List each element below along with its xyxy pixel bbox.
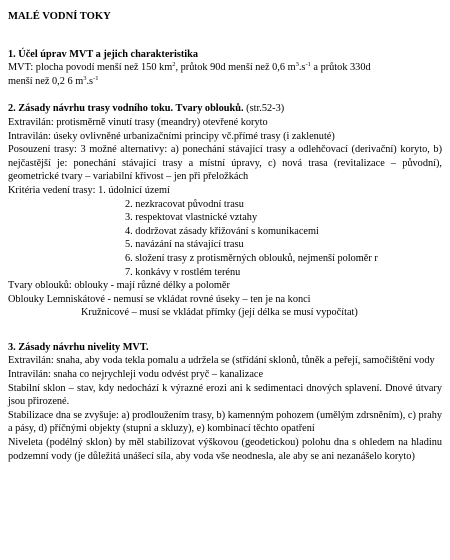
section-3-intravilan: Intravilán: snaha co nejrychleji vodu odvést pryč – kanalizace (8, 369, 264, 381)
section-1-definition-cont: menší než 0,2 6 $m^3.s^{-1}$ (8, 74, 99, 87)
section-2-tvary: Tvary oblouků: oblouky - mají různé délky a poloměr (8, 280, 230, 292)
section-3-stabilni-sklon: Stabilní sklon – stav, kdy nedochází k výrazné erozi ani k sedimentaci dnových splavení. Dnové útvary jsou přirozené. (8, 382, 442, 408)
document-title: MALÉ VODNÍ TOKY (8, 11, 111, 22)
criteria-item: 4. dodržovat zásady křižování s komunikacemi (125, 225, 319, 237)
criteria-item: 2. nezkracovat původní trasu (125, 198, 244, 210)
section-3-stabilizace: Stabilizace dna se zvyšuje: a) prodloužením trasy, b) kamenným pohozem (umělým zdrsněním), c) prahy a pásy, d) příčnými objekty (stupni a skluzy), e) kombinací těchto opatření (8, 409, 442, 435)
section-1-heading: 1. Účel úprav MVT a jejich charakteristika (8, 48, 198, 60)
section-2-kruznice: Kružnicové – musí se vkládat přímky (její délka se musí vypočítat) (81, 307, 358, 319)
section-2-lemniskaty: Oblouky Lemniskátové - nemusí se vkládat rovné úseky – ten je na konci (8, 293, 311, 305)
section-3-extravilan: Extravilán: snaha, aby voda tekla pomalu a udržela se (střídání sklonů, tůněk a peřejí, samočištění vody (8, 355, 435, 367)
section-2-intravilan: Intravilán: úseky ovlivněné urbanizačními principy vč.přímé trasy (i zaklenuté) (8, 130, 335, 142)
criteria-item: 3. respektovat vlastnické vztahy (125, 212, 258, 224)
section-3-niveleta: Niveleta (podélný sklon) by měl stabilizovat výškovou (geodetickou) polohu dna s ohledem na hladinu podzemní vody (je důležitá unášecí síla, aby voda vše neodnesla, ale aby se ani nezanášelo koryto) (8, 437, 442, 462)
section-2-posouzeni: Posouzení trasy: 3 možné alternativy: a) ponechání stávající trasy a odlehčovací (derivační) koryto, b) nejčastější je: ponechání stávající trasy a místní úpravy, c) nová trasa (revitalizace – původní), geometrické tvary – variabilní křivost – jen při přeložkách (8, 144, 442, 183)
criteria-item: 6. složení trasy z protisměrných oblouků, nejmenší poloměr r (125, 252, 378, 264)
section-2-heading: 2. Zásady návrhu trasy vodního toku. Tvary oblouků. (str.52-3) (8, 103, 285, 115)
section-3-heading: 3. Zásady návrhu nivelity MVT. (8, 341, 149, 353)
criteria-item: Kritéria vedení trasy: 1. údolnicí území (8, 184, 170, 196)
section-2-extravilan: Extravilán: protisměrně vinutí trasy (meandry) otevřené koryto (8, 116, 268, 128)
section-1-definition: MVT: plocha povodí menší než 150 $km^2$, průtok 90d menší než 0,6 $m^3.s^{-1}$ a průtok 330d (8, 61, 371, 74)
criteria-list (8, 184, 442, 279)
criteria-item: 5. navázání na stávající trasu (125, 239, 244, 251)
page-reference: (str.52-3) (243, 103, 285, 115)
criteria-item: 7. konkávy v rostlém terénu (125, 266, 241, 278)
